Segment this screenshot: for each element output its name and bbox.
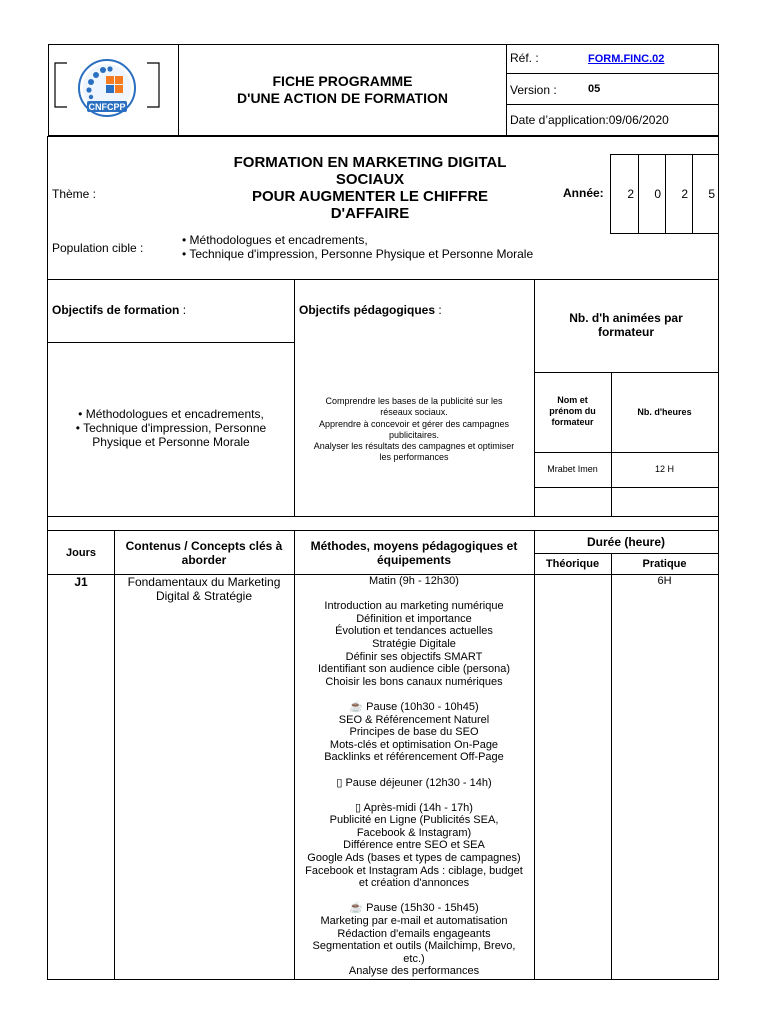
theme-title-line4: D'AFFAIRE [330,205,410,222]
methode-line: ☕ Pause (15h30 - 15h45) [349,902,479,915]
col-theorique: Théorique [545,557,600,570]
population-item-2: • Technique d'impression, Personne Physique et Personne Morale [182,247,534,261]
row1-contenu-line2: Digital & Stratégie [155,589,253,603]
annee-digit-2: 0 [654,187,661,201]
methode-line: Évolution et tendances actuelles [335,625,493,638]
methode-line: Analyse des performances [348,965,480,978]
annee-digit-4: 5 [708,187,715,201]
methode-line: et création d'annonces [358,877,470,890]
methode-line: Marketing par e-mail et automatisation [320,915,508,928]
pedagogique-line-5: Analyser les résultats des campagnes et optimiser [313,441,515,452]
formateur-hours: 12 H [654,464,674,474]
objectifs-formation-line2: • Technique d'impression, Personne [75,421,267,435]
pedagogique-line-2: réseaux sociaux. [380,407,448,418]
row1-jour: J1 [74,575,88,589]
theme-section [47,136,719,280]
methode-line: ☕ Pause (10h30 - 10h45) [349,700,479,713]
methode-line [294,890,534,903]
methode-line: SEO & Référencement Naturel [338,713,490,726]
theme-title [180,154,560,222]
nb-label-line2: formateur [597,325,654,339]
methode-line: Facebook & Instagram) [356,826,472,839]
row1-contenu-line1: Fondamentaux du Marketing [127,575,281,589]
annee-digit-1: 2 [627,187,634,201]
methode-line: Publicité en Ligne (Publicités SEA, [329,814,499,827]
nom-label-line2: prénom du [549,406,596,416]
nb-heures-label: Nb. d'heures [637,407,692,417]
row1-pratique: 6H [657,575,672,587]
pedagogique-line-4: publicitaires. [388,429,440,440]
theme-label: Thème : [52,187,97,201]
version-label: Version : [510,83,557,97]
logo-text: CNFCPP [88,102,126,112]
population-label: Population cible : [52,241,144,255]
pedagogique-line-1: Comprendre les bases de la publicité sur les [325,396,503,406]
objectifs-pedagogiques-label: Objectifs pédagogiques [299,303,436,317]
methode-line: Facebook et Instagram Ads : ciblage, budget [305,864,523,877]
objectifs-formation-line3: Physique et Personne Morale [92,435,250,449]
objectifs-pedagogiques-heading [299,303,442,317]
methode-line: Matin (9h - 12h30) [369,575,459,587]
formateur-name: Mrabet Imen [547,464,598,474]
theme-title-line1: FORMATION EN MARKETING DIGITAL [233,154,507,171]
col-contenus-line2: aborder [181,552,227,567]
col-methodes-line1: Méthodes, moyens pédagogiques et [310,538,518,553]
header-meta-box [506,44,719,136]
methode-line: Mots-clés et optimisation On-Page [329,738,499,751]
cnfcpp-logo [49,45,180,137]
version-value: 05 [588,83,601,95]
header-logo-box [48,44,179,136]
methode-line: ▯ Après-midi (14h - 17h) [355,801,473,814]
population-items [182,233,533,261]
theme-title-line3: POUR AUGMENTER LE CHIFFRE [251,188,489,205]
methode-line [294,789,534,802]
program-table [47,530,719,980]
methode-line: Définir ses objectifs SMART [345,650,483,663]
methode-line: Choisir les bons canaux numériques [325,675,503,688]
row1-contenu [114,575,294,603]
methode-line: Rédaction d'emails engageants [337,927,491,940]
header-title-line1: FICHE PROGRAMME [272,73,413,89]
objectifs-formation-text [48,407,294,449]
nom-label-line3: formateur [551,417,594,427]
objectifs-formation-line1: • Méthodologues et encadrements, [78,407,264,421]
methode-line: Principes de base du SEO [349,726,479,739]
methode-line: Identifiant son audience cible (persona) [317,663,510,676]
annee-digits-box [610,154,719,234]
objectifs-section [47,279,719,517]
methode-line: Stratégie Digitale [372,637,456,650]
col-duree: Durée (heure) [586,535,666,549]
objectifs-formation-heading [52,303,186,317]
methode-line: Introduction au marketing numérique [324,600,504,613]
header-title-box [178,44,507,136]
annee-digit-3: 2 [681,187,688,201]
methode-line: Backlinks et référencement Off-Page [324,751,504,764]
methode-line: Définition et importance [356,612,472,625]
theme-title-line2: SOCIAUX [335,171,405,188]
methode-line: Différence entre SEO et SEA [343,839,485,852]
header-title-line2: D'UNE ACTION DE FORMATION [237,90,448,106]
annee-label: Année: [563,186,604,200]
objectifs-pedagogiques-text [294,396,534,464]
ref-label: Réf. : [510,51,539,65]
nom-formateur-label [534,395,611,428]
methode-line [294,688,534,701]
methode-line: etc.) [403,952,425,965]
objectifs-formation-label: Objectifs de formation [52,303,180,317]
methode-line [294,588,534,601]
objectifs-pedagogiques-suffix: : [435,303,442,317]
col-methodes [294,531,534,574]
row1-methodes [294,575,534,978]
ref-link[interactable]: FORM.FINC.02 [588,53,665,65]
pedagogique-line-3: Apprendre à concevoir et gérer des campagnes [318,418,510,429]
col-contenus-line1: Contenus / Concepts clés à [125,538,283,553]
pedagogique-line-6: les performances [379,452,449,463]
col-methodes-line2: équipements [376,552,451,567]
methode-line: Google Ads (bases et types de campagnes) [307,852,521,865]
nb-label-line1: Nb. d'h animées par [569,311,683,325]
methode-line: Segmentation et outils (Mailchimp, Brevo, [312,940,516,953]
col-contenus [114,531,294,574]
population-item-1: • Méthodologues et encadrements, [182,233,368,247]
nb-heures-animees-label [534,311,718,339]
col-pratique: Pratique [642,557,687,570]
nom-label-line1: Nom et [557,395,588,405]
col-jours: Jours [66,546,96,559]
date-application: Date d’application:09/06/2020 [510,113,669,127]
objectifs-formation-suffix: : [179,303,187,317]
methode-line: ▯ Pause déjeuner (12h30 - 14h) [336,776,492,789]
methode-line [294,764,534,777]
